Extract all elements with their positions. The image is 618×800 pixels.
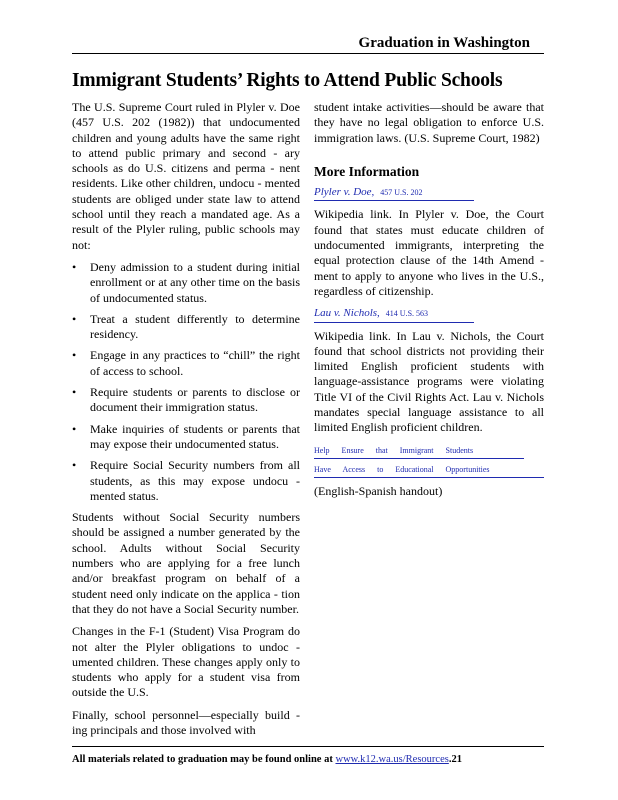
plyler-link-citation: 457 U.S. 202 — [380, 188, 423, 198]
page-title: Immigrant Students’ Rights to Attend Public Schools — [72, 70, 503, 91]
intro-paragraph: The U.S. Supreme Court ruled in Plyler v. Doe (457 U.S. 202 (1982)) that undocumented children and young adults have the same right to attend public primary and second - ary schools as do U.S. citizens and perma - nent residents. Like other children, undocu - mented students are obliged under state law to attend school until they reach a mandated age. As a result of the Plyler ruling, public schools may not: — [72, 100, 300, 252]
immigrant-access-link-line-2[interactable]: Have Access to Educational Opportunities — [314, 462, 544, 478]
continued-paragraph: student intake activities—should be aware that they have no legal obligation to enforce U.S. immigration laws. (U.S. Supreme Court, 1982) — [314, 100, 544, 145]
list-item: • Require students or parents to disclose or document their immigration status. — [72, 385, 300, 416]
ssn-paragraph: Students without Social Security numbers should be assigned a number generated by the school. Adults without Social Security numbers who are applying for a free lunch and/or breakfast program on behalf of a student need only indicate on the applica - tion that they do not have a Social Security number. — [72, 510, 300, 616]
immigrant-access-link-line-1[interactable]: Help Ensure that Immigrant Students — [314, 443, 524, 459]
page-number: .21 — [448, 754, 462, 765]
footer-divider — [72, 746, 544, 747]
left-column — [72, 100, 300, 745]
handout-note: (English-Spanish handout) — [314, 484, 443, 499]
list-item: • Treat a student differently to determine residency. — [72, 312, 300, 343]
lau-link-name: Lau v. Nichols, — [314, 307, 380, 320]
plyler-link[interactable] — [314, 185, 474, 201]
personnel-paragraph: Finally, school personnel—especially build - ing principals and those involved with — [72, 707, 300, 737]
right-column — [314, 100, 544, 507]
list-item: • Make inquiries of students or parents that may expose their undocumented status. — [72, 422, 300, 453]
header-divider — [72, 53, 544, 54]
plyler-description: Wikipedia link. In Plyler v. Doe, the Court found that states must educate children of undocumented immigrants, interpreting the equal protection clause of the 14th Amend - ment to apply to anyone who lives in the U.S., regardless of citizenship. — [314, 207, 544, 298]
list-item: • Require Social Security numbers from all students, as this may expose undocu - mented status. — [72, 458, 300, 504]
visa-paragraph: Changes in the F-1 (Student) Visa Program do not alter the Plyler obligations to undoc - umented children. These changes apply only to students who apply for a student visa from outside the U.S. — [72, 624, 300, 700]
prohibited-actions-list — [72, 260, 300, 504]
list-item: • Deny admission to a student during initial enrollment or at any other time on the basis of undocumented status. — [72, 260, 300, 306]
lau-link-citation: 414 U.S. 563 — [385, 309, 429, 319]
footer — [72, 754, 462, 765]
more-information-heading: More Information — [314, 163, 420, 179]
running-header-title: Graduation in Washington — [358, 35, 530, 51]
footer-text: All materials related to graduation may be found online at — [72, 754, 333, 765]
lau-description: Wikipedia link. In Lau v. Nichols, the Court found that school districts not providing their limited English proficient students with language-assistance programs were violating Title VI of the Civil Rights Act. Lau v. Nichols mandates special language assistance to all limited English proficient children. — [314, 328, 544, 435]
resources-link[interactable]: www.k12.wa.us/Resources — [335, 754, 449, 765]
list-item: • Engage in any practices to “chill” the right of access to school. — [72, 348, 300, 379]
lau-link[interactable] — [314, 306, 474, 322]
plyler-link-name: Plyler v. Doe, — [314, 186, 375, 199]
